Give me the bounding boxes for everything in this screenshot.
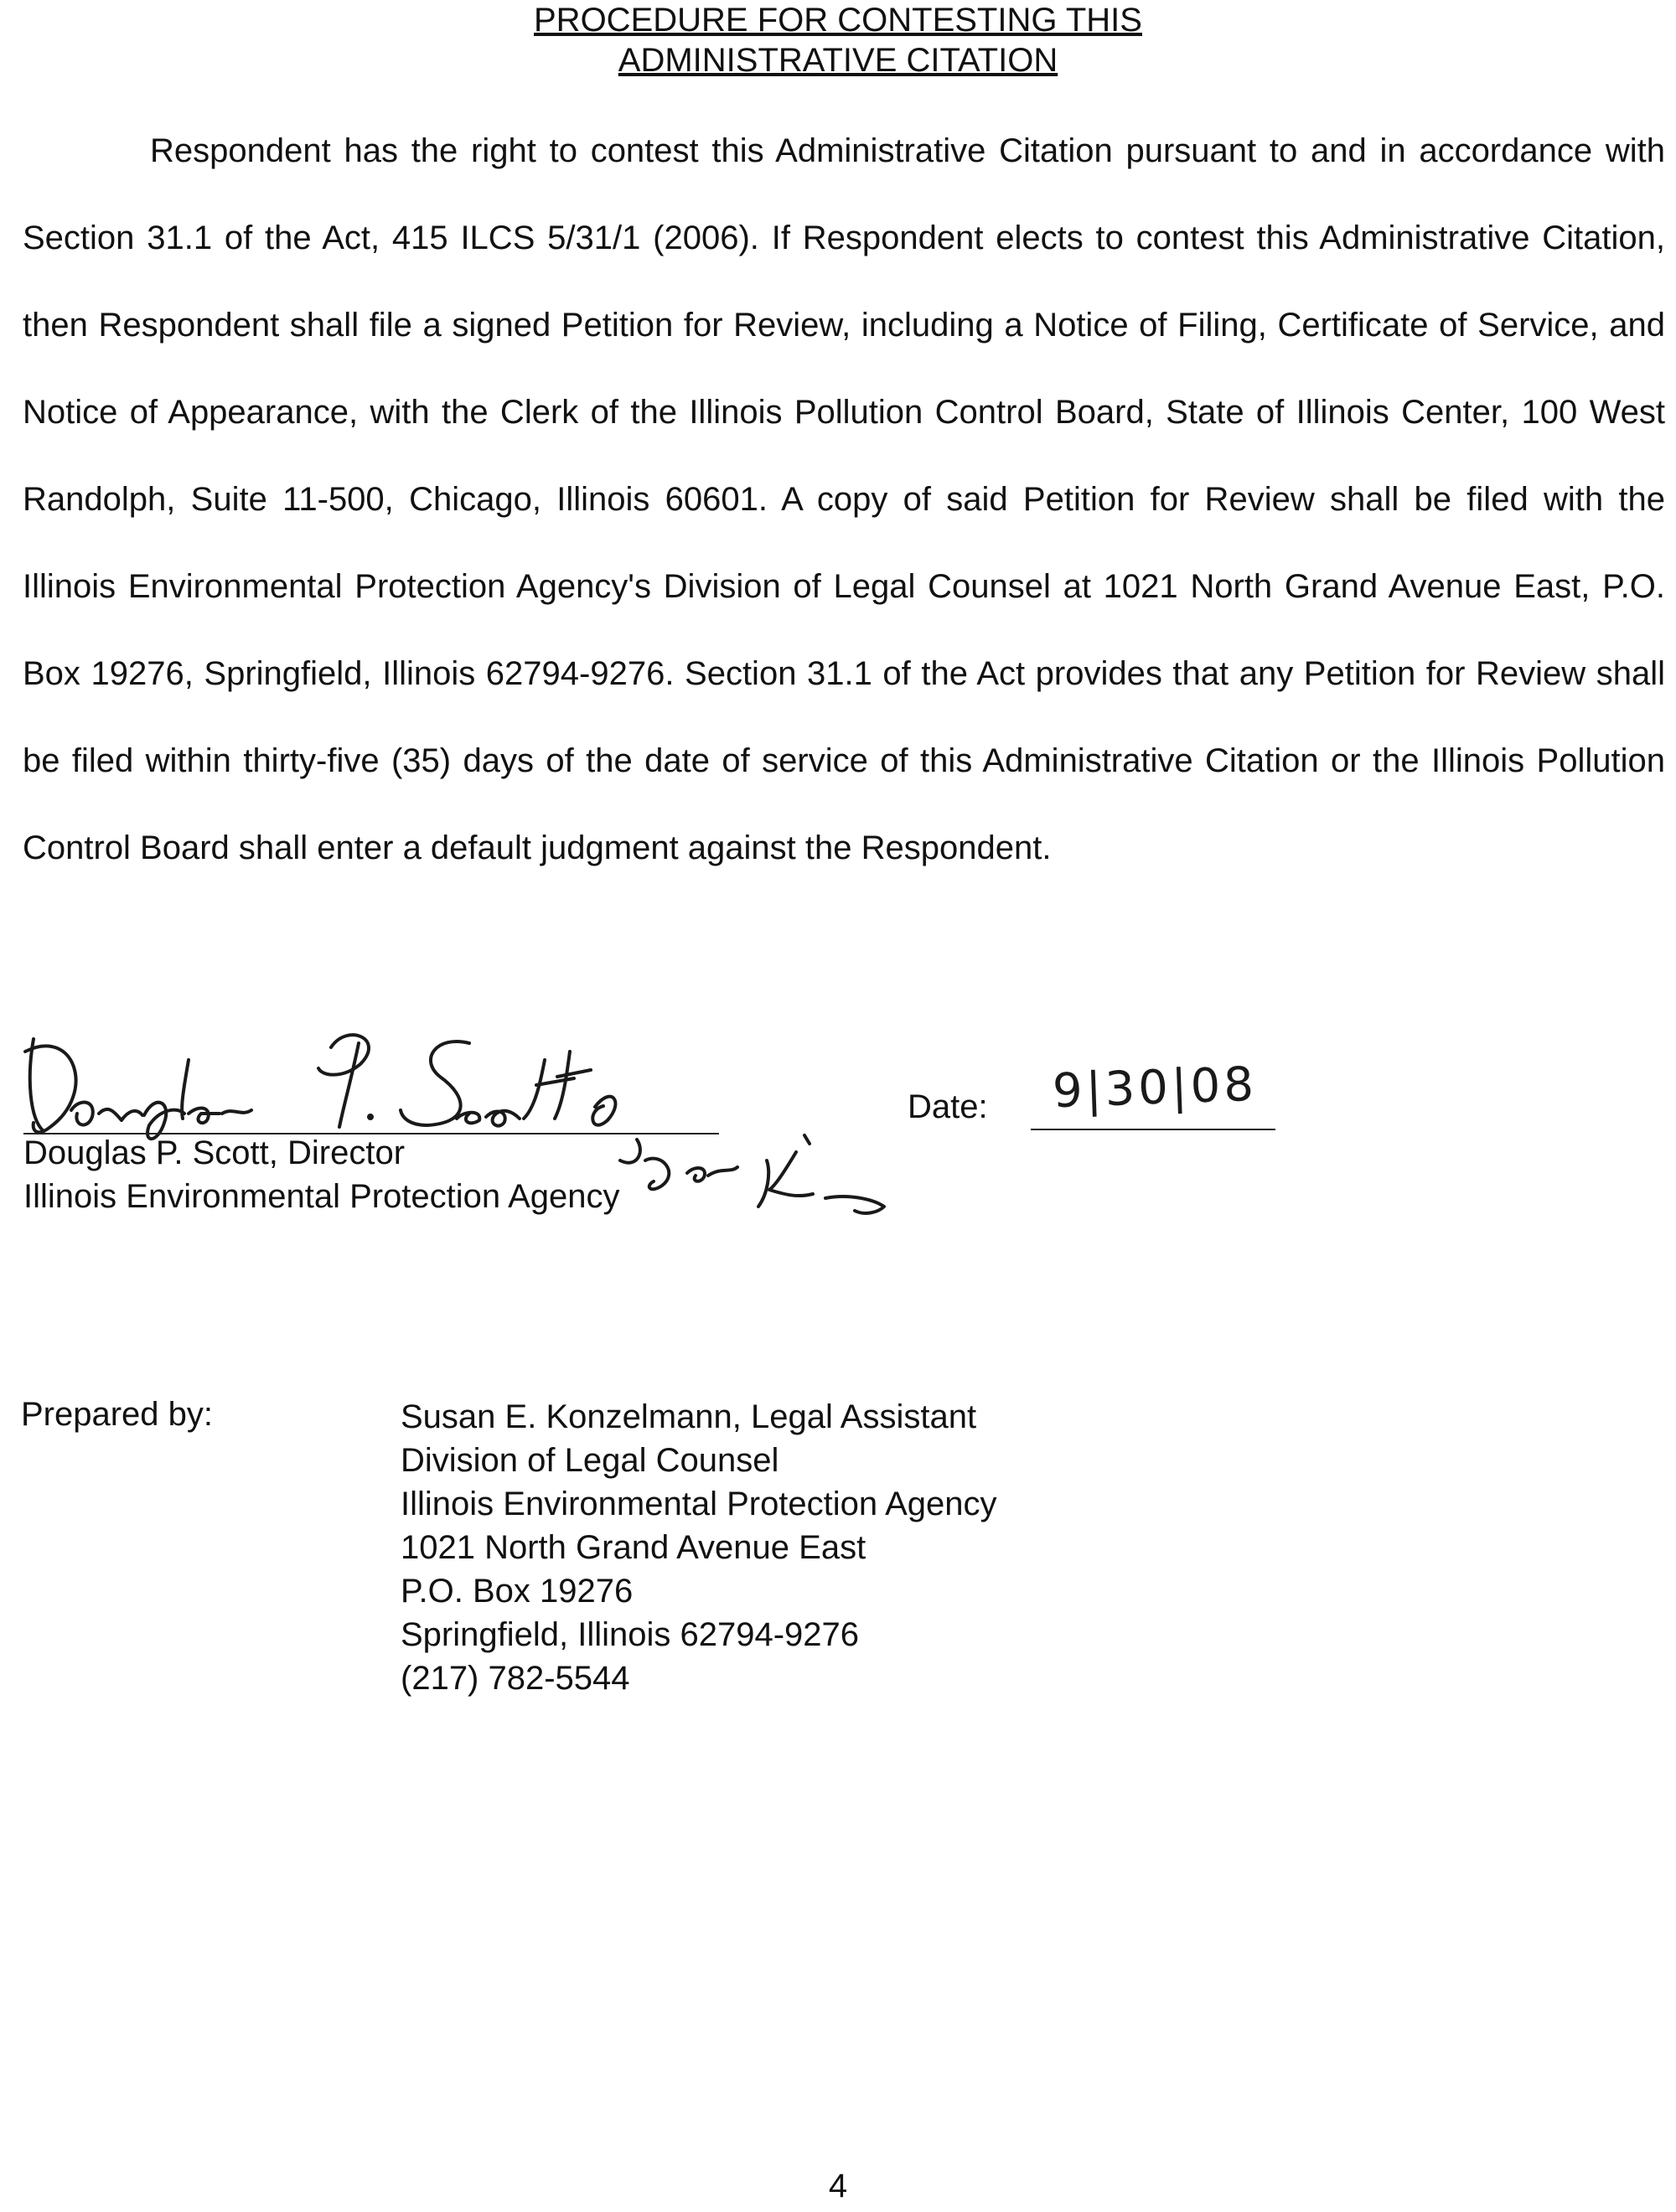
handwritten-date: 9|30|08: [1051, 1057, 1258, 1119]
signer-name-title: Douglas P. Scott, Director: [23, 1134, 406, 1171]
prepared-by-label: Prepared by:: [21, 1396, 214, 1433]
preparer-line: Division of Legal Counsel: [401, 1442, 779, 1479]
preparer-line: 1021 North Grand Avenue East: [401, 1529, 866, 1566]
signer-agency: Illinois Environmental Protection Agency: [23, 1178, 620, 1215]
prepared-by-block: [401, 1395, 996, 1700]
date-line: [1031, 1129, 1275, 1130]
title-line-2: ADMINISTRATIVE CITATION: [618, 42, 1058, 79]
preparer-line: (217) 782-5544: [401, 1660, 630, 1697]
body-paragraph: Respondent has the right to contest this Administrative Citation pursuant to and in accordance with Section 31.1 of the Act, 415 ILCS 5/31/1 (2006). If Respondent elects to contest this Administrative Citation, then Respondent shall file a signed Petition for Review, including a Notice of Filing, Certificate of Service, and Notice of Appearance, with the Clerk of the Illinois Pollution Control Board, State of Illinois Center, 100 West Randolph, Suite 11-500, Chicago, Illinois 60601. A copy of said Petition for Review shall be filed with the Illinois Environmental Protection Agency's Division of Legal Counsel at 1021 North Grand Avenue East, P.O. Box 19276, Springfield, Illinois 62794-9276. Section 31.1 of the Act provides that any Petition for Review shall be filed within thirty-five (35) days of the date of service of this Administrative Citation or the Illinois Pollution Control Board shall enter a default judgment against the Respondent.: [23, 132, 1665, 866]
page-number: 4: [828, 2168, 848, 2204]
preparer-line: Susan E. Konzelmann, Legal Assistant: [401, 1398, 977, 1435]
title-line-1: PROCEDURE FOR CONTESTING THIS: [534, 2, 1142, 39]
date-label: Date:: [908, 1088, 988, 1125]
signature-block: [0, 1026, 1676, 1244]
preparer-line: Springfield, Illinois 62794-9276: [401, 1616, 860, 1653]
preparer-line: Illinois Environmental Protection Agency: [401, 1486, 997, 1522]
preparer-line: P.O. Box 19276: [401, 1573, 634, 1610]
